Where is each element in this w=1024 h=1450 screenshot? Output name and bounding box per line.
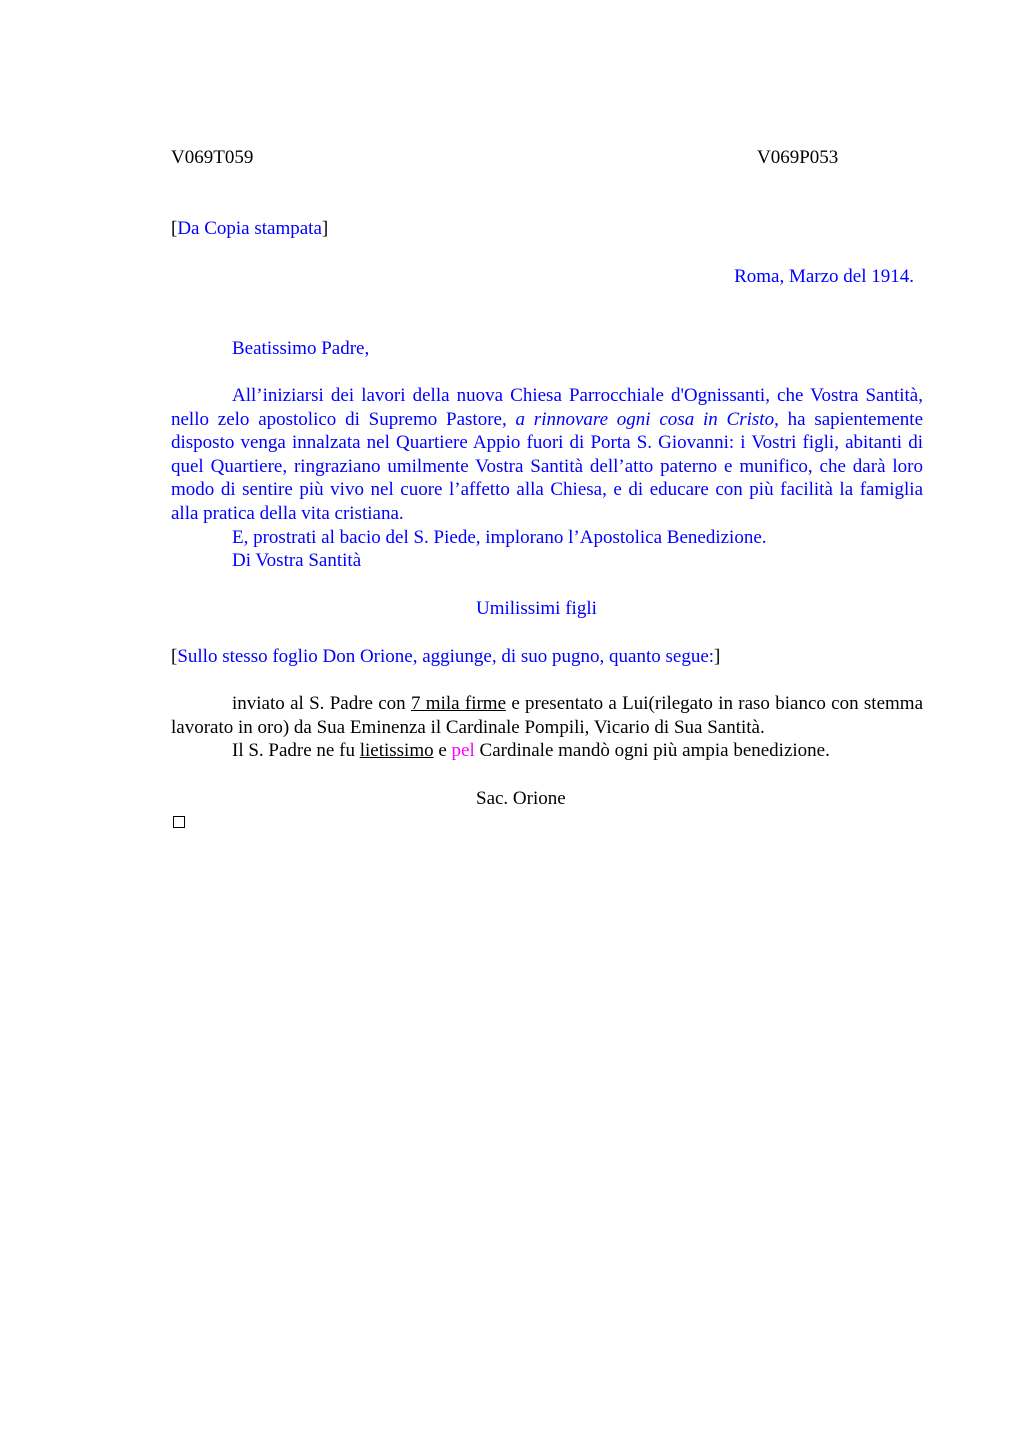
body-text-part1: All’iniziarsi dei lavori della nuova Chiesa Parrocchiale d'Ognissanti, che Vostra Santità, nello zelo apostolico di Supremo Pastore, [171, 385, 923, 430]
handwritten-paragraph-2 [171, 739, 923, 763]
hw-p2-underlined: lietissimo [359, 740, 434, 762]
signature: Sac. Orione [476, 788, 566, 809]
handwritten-paragraph-1 [171, 692, 923, 739]
letter-body [171, 384, 923, 573]
editor-note-open-bracket: [ [171, 646, 178, 667]
letter-paragraph [171, 384, 923, 526]
hw-p1-underlined: 7 mila firme [411, 693, 507, 714]
body-italic-quote: a rinnovare ogni cosa in Cristo [515, 408, 775, 430]
empty-box-icon [173, 816, 185, 828]
body-text-part2: , ha sapientemente disposto venga innalzata nel Quartiere Appio fuori di Porta S. Giovanni: i Vostri figli, abitanti di quel Quartiere, ringraziano umilmente Vostra Santità dell’atto paterno e munifico, che darà loro modo di sentire più vivo nel cuore l’affetto alla Chiesa, e di educare con più facilità la famiglia alla pratica della vita cristiana. [171, 408, 924, 524]
hw-p2-b: e [433, 740, 452, 762]
hw-p2-c: Cardinale mandò ogni più ampia benedizione. [474, 740, 830, 762]
editor-note-close-bracket: ] [714, 646, 721, 667]
source-note [171, 217, 328, 241]
header-left-code: V069T059 [171, 147, 254, 168]
closing-signature-line: Umilissimi figli [476, 598, 597, 619]
editor-note-text: Sullo stesso foglio Don Orione, aggiunge, di suo pugno, quanto segue: [177, 646, 715, 667]
hw-p2-magenta: pel [451, 740, 475, 762]
letter-line-benediction: E, prostrati al bacio del S. Piede, implorano l’Apostolica Benedizione. [232, 526, 767, 548]
handwritten-addition [171, 692, 923, 763]
header-right-code: V069P053 [757, 147, 839, 168]
editor-note [171, 645, 720, 669]
source-note-open-bracket: [ [171, 218, 178, 239]
salutation: Beatissimo Padre, [232, 338, 370, 359]
place-date: Roma, Marzo del 1914. [734, 266, 914, 287]
hw-p2-a: Il S. Padre ne fu [232, 740, 360, 762]
source-note-text: Da Copia stampata [177, 218, 322, 239]
letter-line-santita: Di Vostra Santità [232, 550, 362, 572]
hw-p1-a: inviato al S. Padre con [232, 693, 411, 714]
source-note-close-bracket: ] [321, 218, 329, 239]
hw-p1-b: e presentato a Lui(rilegato in raso bianco con stemma lavorato in oro) da Sua Eminenza il Cardinale Pompili, Vicario di Sua Santità. [171, 693, 923, 738]
